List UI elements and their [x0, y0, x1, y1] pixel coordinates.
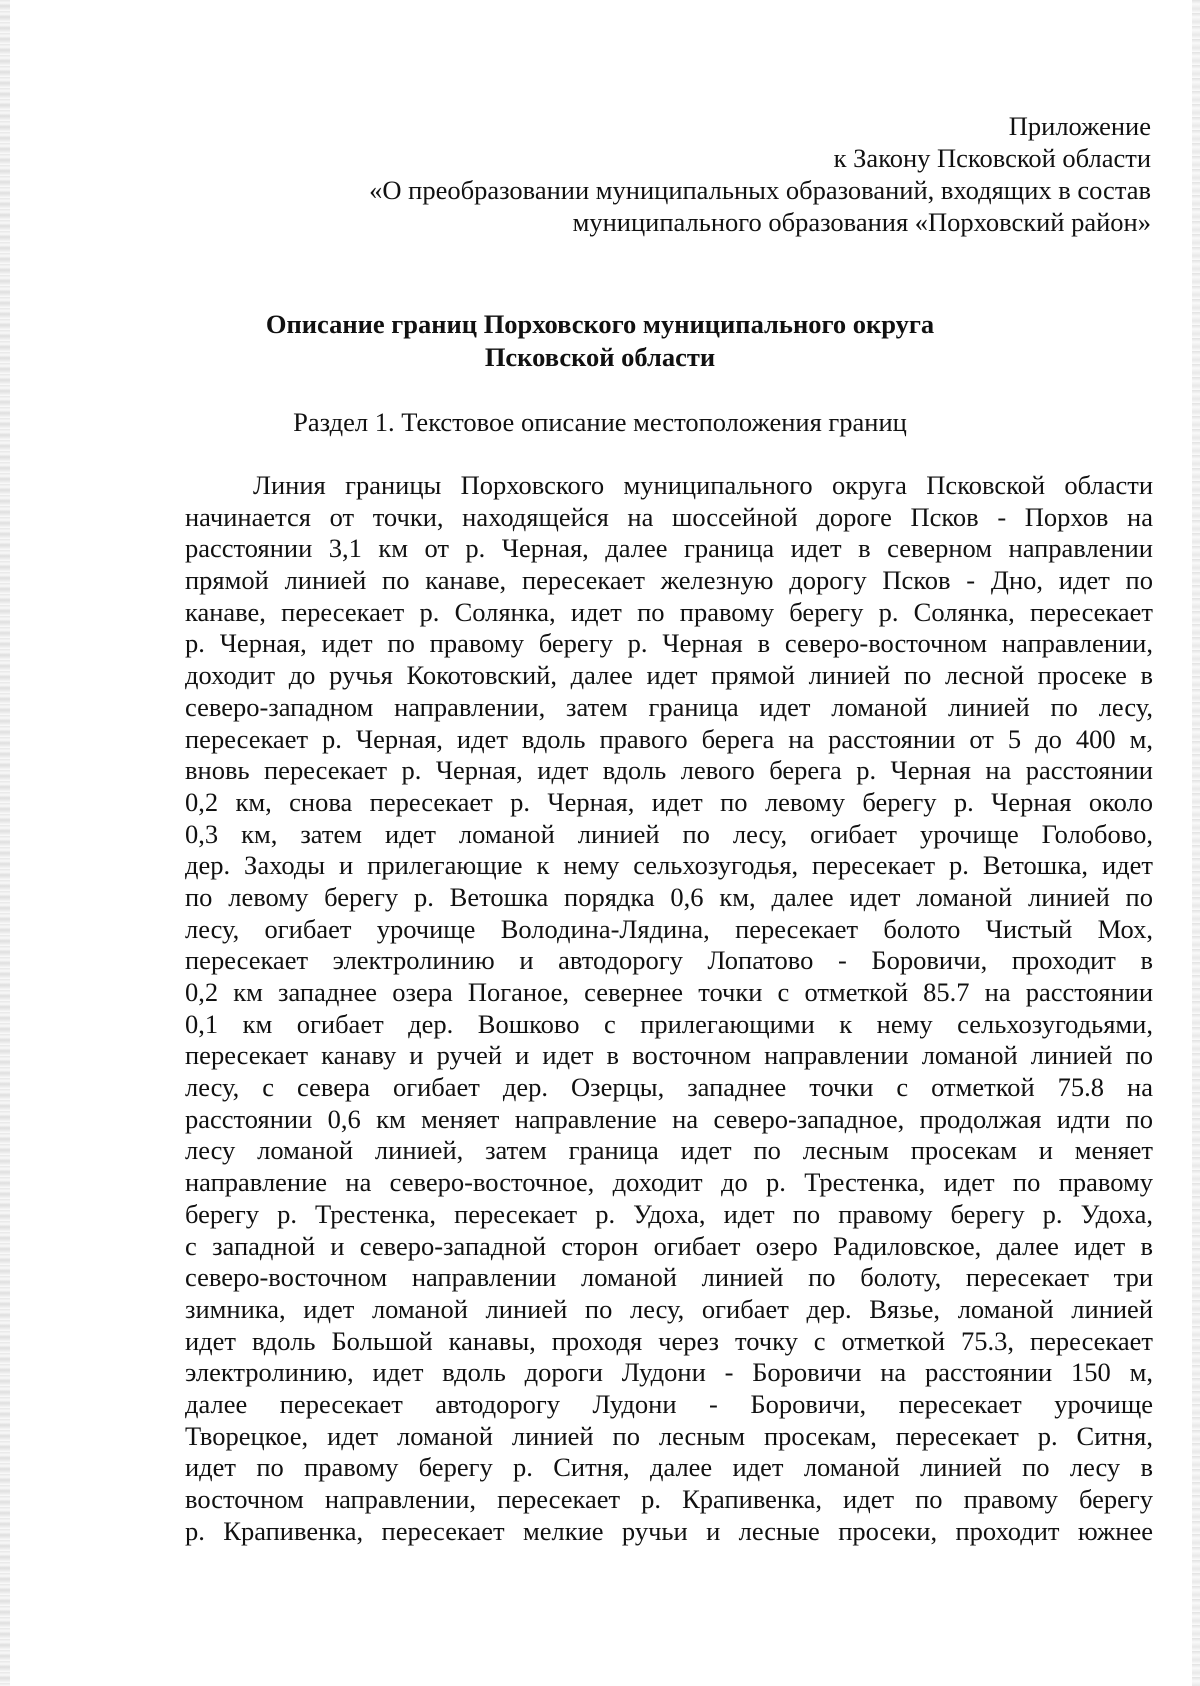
body-line: Творецкое, идет ломаной линией по лесным просекам, пересекает р. Ситня,: [185, 1420, 1153, 1451]
document-title: [0, 308, 1200, 374]
body-line: восточном направлении, пересекает р. Крапивенка, идет по правому берегу: [185, 1484, 1153, 1514]
appendix-line-2: к Закону Псковской области: [833, 143, 1151, 173]
body-line: с западной и северо-западной сторон огибает озеро Радиловское, далее идет в: [185, 1230, 1153, 1261]
title-line-2: Псковской области: [484, 342, 716, 372]
body-line: северо-западном направлении, затем граница идет ломаной линией по лесу,: [185, 691, 1153, 722]
body-line: доходит до ручья Кокотовский, далее идет прямой линией по лесной просеке в: [185, 660, 1153, 691]
body-line: расстоянии 0,6 км меняет направление на северо-западное, продолжая идти по: [185, 1103, 1153, 1134]
body-line: р. Черная, идет по правому берегу р. Черная в северо-восточном направлении,: [185, 628, 1153, 659]
body-line: 0,3 км, затем идет ломаной линией по лесу, огибает урочище Голобово,: [185, 818, 1153, 849]
body-line: лесу, с севера огибает дер. Озерцы, западнее точки с отметкой 75.8 на: [185, 1072, 1153, 1103]
body-line: начинается от точки, находящейся на шоссейной дороге Псков - Порхов на: [185, 501, 1153, 532]
body-line: расстоянии 3,1 км от р. Черная, далее граница идет в северном направлении: [185, 533, 1153, 564]
scan-edge-right: [1192, 0, 1200, 1686]
body-line: электролинию, идет вдоль дороги Лудони - Боровичи на расстоянии 150 м,: [185, 1357, 1153, 1388]
body-line: р. Крапивенка, пересекает мелкие ручьи и лесные просеки, проходит южнее: [185, 1515, 1153, 1546]
body-line: прямой линией по канаве, пересекает железную дорогу Псков - Дно, идет по: [185, 565, 1153, 596]
appendix-header: [251, 110, 1151, 238]
scan-edge-left: [0, 0, 10, 1686]
body-line: 0,2 км западнее озера Поганое, севернее точки с отметкой 85.7 на расстоянии: [185, 977, 1153, 1007]
body-line: по левому берегу р. Ветошка порядка 0,6 км, далее идет ломаной линией по: [185, 881, 1153, 912]
body-line: берегу р. Трестенка, пересекает р. Удоха, идет по правому берегу р. Удоха,: [185, 1198, 1153, 1229]
body-line: далее пересекает автодорогу Лудони - Боровичи, пересекает урочище: [185, 1388, 1153, 1419]
body-line: идет по правому берегу р. Ситня, далее идет ломаной линией по лесу в: [185, 1452, 1153, 1483]
title-line-1: Описание границ Порховского муниципального округа: [265, 309, 935, 339]
body-line: направление на северо-восточное, доходит до р. Трестенка, идет по правому: [185, 1167, 1153, 1198]
body-line: северо-восточном направлении ломаной линией по болоту, пересекает три: [185, 1262, 1153, 1293]
body-line: пересекает р. Черная, идет вдоль правого берега на расстоянии от 5 до 400 м,: [185, 723, 1153, 754]
appendix-line-1: Приложение: [1008, 111, 1151, 141]
body-line: пересекает канаву и ручей и идет в восточном направлении ломаной линией по: [185, 1040, 1153, 1071]
body-line: пересекает электролинию и автодорогу Лопатово - Боровичи, проходит в: [185, 945, 1153, 976]
body-line: 0,2 км, снова пересекает р. Черная, идет по левому берегу р. Черная около: [185, 786, 1153, 817]
section-heading: Раздел 1. Текстовое описание местоположения границ: [293, 407, 907, 437]
body-line: Линия границы Порховского муниципального округа Псковской области: [253, 470, 1153, 500]
body-line: зимника, идет ломаной линией по лесу, огибает дер. Вязье, ломаной линией: [185, 1293, 1153, 1324]
appendix-line-4: муниципального образования «Порховский район»: [572, 207, 1151, 237]
body-line: идет вдоль Большой канавы, проходя через точку с отметкой 75.3, пересекает: [185, 1325, 1153, 1356]
body-line: вновь пересекает р. Черная, идет вдоль левого берега р. Черная на расстоянии: [185, 755, 1153, 786]
body-line: канаве, пересекает р. Солянка, идет по правому берегу р. Солянка, пересекает: [185, 596, 1153, 627]
body-line: 0,1 км огибает дер. Вошково с прилегающими к нему сельхозугодьями,: [185, 1008, 1153, 1039]
body-line: лесу ломаной линией, затем граница идет по лесным просекам и меняет: [185, 1135, 1153, 1166]
body-paragraph: [185, 470, 1153, 1547]
body-line: лесу, огибает урочище Володина-Лядина, пересекает болото Чистый Мох,: [185, 913, 1153, 944]
body-line: дер. Заходы и прилегающие к нему сельхозугодья, пересекает р. Ветошка, идет: [185, 850, 1153, 881]
appendix-line-3: «О преобразовании муниципальных образований, входящих в состав: [369, 175, 1151, 205]
